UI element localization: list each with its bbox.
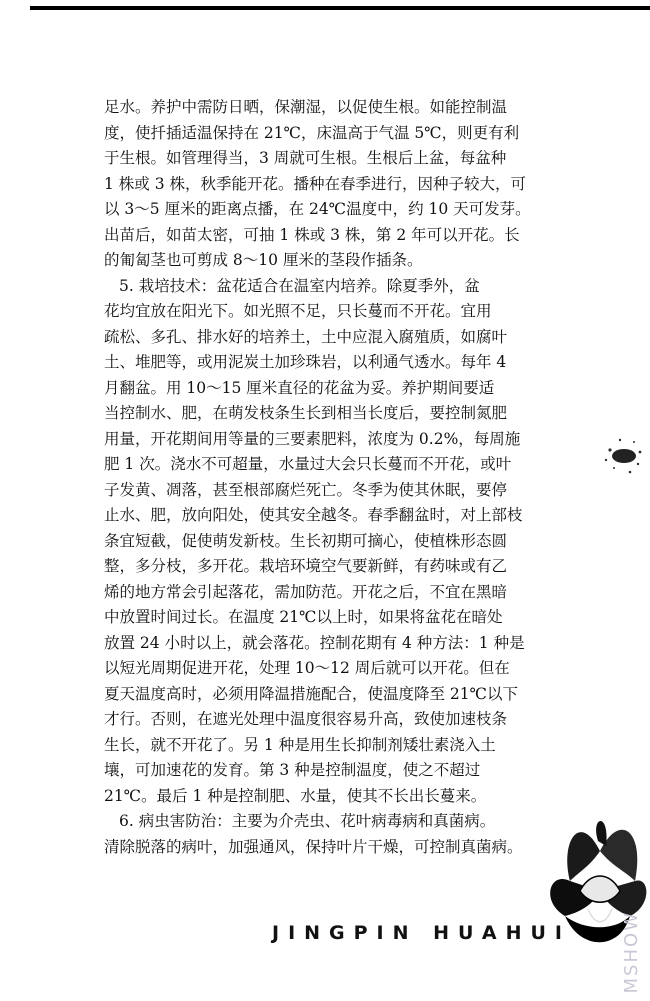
text-line: 生长，就不开花了。另 1 种是用生长抑制剂矮壮素浇入土 (104, 735, 496, 754)
top-rule (30, 6, 650, 10)
text-line: 壤，可加速花的发育。第 3 种是控制温度，使之不超过 (104, 761, 481, 779)
text-line: 当控制水、肥，在萌发枝条生长到相当长度后，要控制氮肥 (104, 404, 508, 422)
text-line: 月翻盆。用 10～15 厘米直径的花盆为妥。养护期间要适 (104, 378, 495, 397)
text-line: 才行。否则，在遮光处理中温度很容易升高，致使加速枝条 (104, 710, 508, 728)
body-text (104, 95, 564, 860)
text-line: 止水、肥，放向阳处，使其安全越冬。春季翻盆时，对上部枝 (104, 506, 523, 524)
text-line: 以短光周期促进开花，处理 10～12 周后就可以开花。但在 (104, 659, 510, 677)
text-line: 条宜短截，促使萌发新枝。生长初期可摘心，使植株形态圆 (104, 531, 508, 550)
text-line: 清除脱落的病叶，加强通风，保持叶片干燥，可控制真菌病。 (104, 837, 523, 856)
text-line: 用量，开花期间用等量的三要素肥料，浓度为 0.2%，每周施 (104, 429, 521, 448)
text-line: 1 株或 3 株，秋季能开花。播种在春季进行，因种子较大，可 (104, 174, 527, 193)
text-line: 夏天温度高时，必须用降温措施配合，使温度降至 21℃以下 (104, 684, 518, 703)
text-line: 整，多分枝，多开花。栽培环境空气要新鲜，有药味或有乙 (104, 557, 508, 575)
section-5-heading-line: 5. 栽培技术：盆花适合在温室内培养。除夏季外，盆 (119, 276, 480, 295)
text-line: 土、堆肥等，或用泥炭土加珍珠岩，以利通气透水。每年 4 (104, 353, 507, 371)
text-line: 肥 1 次。浇水不可超量，水量过大会只长蔓而不开花，或叶 (104, 455, 512, 473)
text-line: 中放置时间过长。在温度 21℃以上时，如果将盆花在暗处 (104, 608, 503, 626)
text-line: 子发黄、凋落，甚至根部腐烂死亡。冬季为使其休眠，要停 (104, 480, 508, 499)
scan-smudge (600, 430, 646, 480)
text-line: 疏松、多孔、排水好的培养土，土中应混入腐殖质，如腐叶 (104, 327, 508, 346)
watermark: MSHOW (621, 910, 642, 993)
section-6-heading-line: 6. 病虫害防治：主要为介壳虫、花叶病毒病和真菌病。 (119, 812, 496, 830)
text-line: 于生根。如管理得当，3 周就可生根。生根后上盆，每盆种 (104, 149, 507, 167)
text-line: 度，使扦插适温保持在 21℃，床温高于气温 5℃，则更有利 (104, 123, 520, 142)
text-line: 放置 24 小时以上，就会落花。控制花期有 4 种方法：1 种是 (104, 633, 525, 652)
text-line: 出苗后，如苗太密，可抽 1 株或 3 株，第 2 年可以开花。长 (104, 225, 520, 244)
text-line: 烯的地方常会引起落花，需加防范。开花之后，不宜在黑暗 (104, 582, 508, 601)
text-line: 的匍匐茎也可剪成 8～10 厘米的茎段作插条。 (104, 251, 423, 269)
footer-running-title: JINGPIN HUAHUI (272, 922, 571, 944)
text-line: 足水。养护中需防日晒，保潮湿，以促使生根。如能控制温 (104, 98, 508, 116)
text-line: 花均宜放在阳光下。如光照不足，只长蔓而不开花。宜用 (104, 302, 492, 320)
text-line: 21℃。最后 1 种是控制肥、水量，使其不长出长蔓来。 (104, 786, 487, 805)
text-line: 以 3～5 厘米的距离点播，在 24℃温度中，约 10 天可发芽。 (104, 200, 531, 218)
